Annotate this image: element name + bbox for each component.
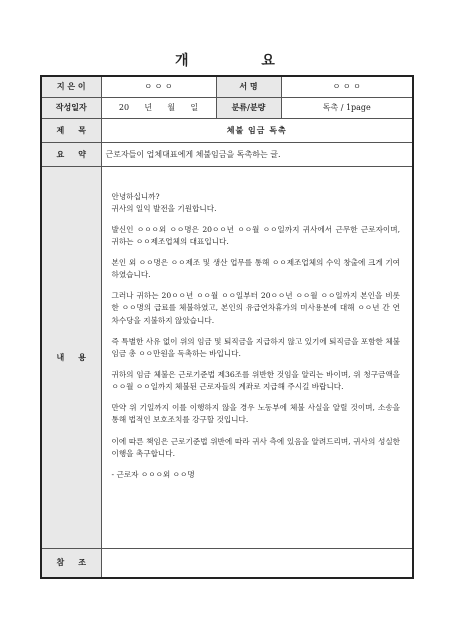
reference-row	[41, 548, 413, 578]
author-row	[41, 76, 413, 97]
category-value: 독촉 / 1page	[281, 97, 413, 118]
page-title: 개 요	[175, 53, 309, 69]
content-paragraph: 발신인 ㅇㅇㅇ외 ㅇㅇ명은 20ㅇㅇ년 ㅇㅇ월 ㅇㅇ일까지 귀사에서 근무한 근로자이며, 귀하는 ㅇㅇ제조업체의 대표입니다.	[111, 224, 400, 246]
author-label: 지 은 이	[41, 76, 101, 97]
overview-table	[40, 75, 414, 579]
content-paragraph: 즉 특별한 사유 없이 위의 임금 및 퇴직금을 지급하지 않고 있기에 퇴직금을 포함한 체불임금 총 ㅇㅇ만원을 독촉하는 바입니다.	[111, 336, 400, 358]
content-body	[101, 166, 413, 548]
content-paragraph: 만약 위 기일까지 이를 이행하지 않을 경우 노동부에 체불 사실을 알릴 것이며, 소송을 통해 법적인 보호조치를 강구할 것입니다.	[111, 403, 400, 425]
date-label: 작성일자	[41, 97, 101, 118]
signature-value: ㅇ ㅇ ㅇ	[281, 76, 413, 97]
author-value: ㅇ ㅇ ㅇ	[101, 76, 216, 97]
content-paragraph: 이에 따른 책임은 근로기준법 위반에 따라 귀사 측에 있음을 알려드리며, 귀사의 성실한 이행을 촉구합니다.	[111, 436, 400, 458]
content-paragraph: 본인 외 ㅇㅇ명은 ㅇㅇ제조 및 생산 업무를 통해 ㅇㅇ제조업체의 수익 창출에 크게 기여하였습니다.	[111, 258, 400, 280]
content-paragraph: 안녕하십니까? 귀사의 일익 발전을 기원합니다.	[111, 191, 217, 213]
date-value: 20 년 월 일	[101, 97, 216, 118]
content-label: 내 용	[41, 166, 101, 548]
content-paragraph: 그러나 귀하는 20ㅇㅇ년 ㅇㅇ월 ㅇㅇ일부터 20ㅇㅇ년 ㅇㅇ월 ㅇㅇ일까지 본인을 비롯한 ㅇㅇ명의 급료를 체불하였고, 본인의 유급연차휴가의 미사용분에 대해 ㅇㅇ년 간 연차수당을 지불하지 않았습니다.	[111, 291, 400, 325]
summary-label: 요 약	[41, 142, 101, 166]
content-row	[41, 166, 413, 548]
signature-label: 서 명	[216, 76, 281, 97]
summary-value: 근로자들이 업체대표에게 체불임금을 독촉하는 글.	[101, 142, 413, 166]
category-label: 분류/분량	[216, 97, 281, 118]
summary-row	[41, 142, 413, 166]
subject-value: 체불 임금 독촉	[101, 118, 413, 142]
subject-label: 제 목	[41, 118, 101, 142]
date-row	[41, 97, 413, 118]
reference-label: 참 조	[41, 548, 101, 578]
reference-value	[101, 548, 413, 578]
content-signoff: - 근로자 ㅇㅇㅇ외 ㅇㅇ명	[111, 469, 195, 479]
subject-row	[41, 118, 413, 142]
content-paragraph: 귀하의 임금 체불은 근로기준법 제36조를 위반한 것임을 알리는 바이며, 위 청구금액을 ㅇㅇ월 ㅇㅇ일까지 체불된 근로자들의 계좌로 지급해 주시길 바랍니다.	[111, 370, 400, 392]
